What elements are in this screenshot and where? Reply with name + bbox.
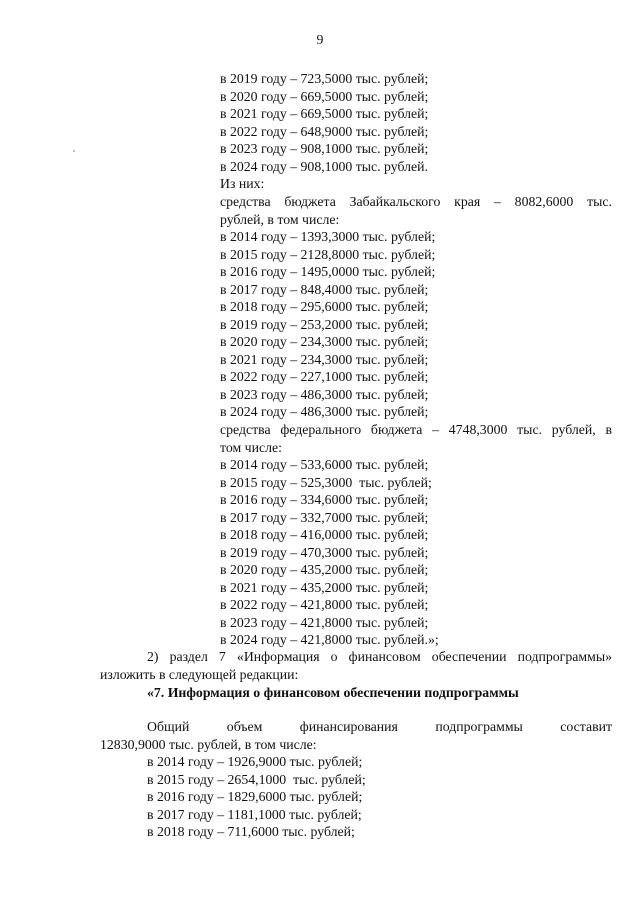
list-item: в 2023 году – 908,1000 тыс. рублей; bbox=[220, 141, 429, 156]
list-item: в 2014 году – 1926,9000 тыс. рублей; bbox=[147, 754, 363, 769]
list-item: в 2021 году – 234,3000 тыс. рублей; bbox=[220, 351, 429, 367]
list-item: в 2015 году – 525,3000 тыс. рублей; bbox=[220, 474, 432, 490]
federal-budget-line2: том числе: bbox=[220, 439, 282, 455]
list-item: в 2017 году – 848,4000 тыс. рублей; bbox=[220, 281, 429, 297]
list-item: в 2018 году – 711,6000 тыс. рублей; bbox=[147, 824, 355, 839]
list-item: в 2022 году – 227,1000 тыс. рублей; bbox=[220, 369, 429, 384]
federal-budget-line1: средства федерального бюджета – 4748,3000 тыс. рублей, в bbox=[220, 422, 612, 437]
list-item: в 2018 году – 295,6000 тыс. рублей; bbox=[220, 299, 429, 314]
list-item: в 2020 году – 435,2000 тыс. рублей; bbox=[220, 562, 429, 577]
amendment-line1: 2) раздел 7 «Информация о финансовом обеспечении подпрограммы» bbox=[147, 649, 612, 664]
list-item: в 2017 году – 1181,1000 тыс. рублей; bbox=[147, 806, 362, 822]
regional-budget-line2: рублей, в том числе: bbox=[220, 211, 340, 227]
total-line1: Общий объем финансирования подпрограммы составит bbox=[147, 719, 612, 734]
list-item: в 2023 году – 486,3000 тыс. рублей; bbox=[220, 386, 429, 402]
list-item: в 2014 году – 533,6000 тыс. рублей; bbox=[220, 457, 429, 472]
list-item: в 2019 году – 470,3000 тыс. рублей; bbox=[220, 544, 429, 560]
list-item: в 2018 году – 416,0000 тыс. рублей; bbox=[220, 527, 429, 542]
list-item: в 2024 году – 421,8000 тыс. рублей.»; bbox=[220, 632, 439, 647]
list-item: в 2024 году – 908,1000 тыс. рублей. bbox=[220, 158, 428, 174]
list-item: в 2015 году – 2654,1000 тыс. рублей; bbox=[147, 771, 366, 787]
list-item: в 2022 году – 648,9000 тыс. рублей; bbox=[220, 123, 429, 139]
of-them-label: Из них: bbox=[220, 176, 265, 191]
list-item: в 2016 году – 1829,6000 тыс. рублей; bbox=[147, 789, 363, 804]
amendment-line2: изложить в следующей редакции: bbox=[100, 666, 299, 682]
list-item: в 2015 году – 2128,8000 тыс. рублей; bbox=[220, 246, 436, 262]
list-item: в 2019 году – 253,2000 тыс. рублей; bbox=[220, 316, 429, 332]
list-item: в 2016 году – 334,6000 тыс. рублей; bbox=[220, 492, 429, 507]
list-item: в 2014 году – 1393,3000 тыс. рублей; bbox=[220, 229, 436, 244]
list-item: в 2021 году – 435,2000 тыс. рублей; bbox=[220, 579, 429, 595]
list-item: в 2017 году – 332,7000 тыс. рублей; bbox=[220, 509, 429, 525]
list-item: в 2020 году – 234,3000 тыс. рублей; bbox=[220, 334, 429, 349]
list-item: в 2024 году – 486,3000 тыс. рублей; bbox=[220, 404, 429, 419]
total-line2: 12830,9000 тыс. рублей, в том числе: bbox=[100, 736, 317, 752]
list-item: в 2023 году – 421,8000 тыс. рублей; bbox=[220, 614, 429, 630]
regional-budget-line1: средства бюджета Забайкальского края – 8082,6000 тыс. bbox=[220, 194, 612, 209]
scan-speck bbox=[73, 150, 75, 152]
list-item: в 2021 году – 669,5000 тыс. рублей; bbox=[220, 106, 429, 121]
section-heading: «7. Информация о финансовом обеспечении подпрограммы bbox=[147, 685, 519, 700]
list-item: в 2016 году – 1495,0000 тыс. рублей; bbox=[220, 264, 436, 279]
list-item: в 2019 году – 723,5000 тыс. рублей; bbox=[220, 71, 429, 86]
page-number: 9 bbox=[316, 32, 324, 47]
list-item: в 2020 году – 669,5000 тыс. рублей; bbox=[220, 88, 429, 104]
list-item: в 2022 году – 421,8000 тыс. рублей; bbox=[220, 597, 429, 612]
